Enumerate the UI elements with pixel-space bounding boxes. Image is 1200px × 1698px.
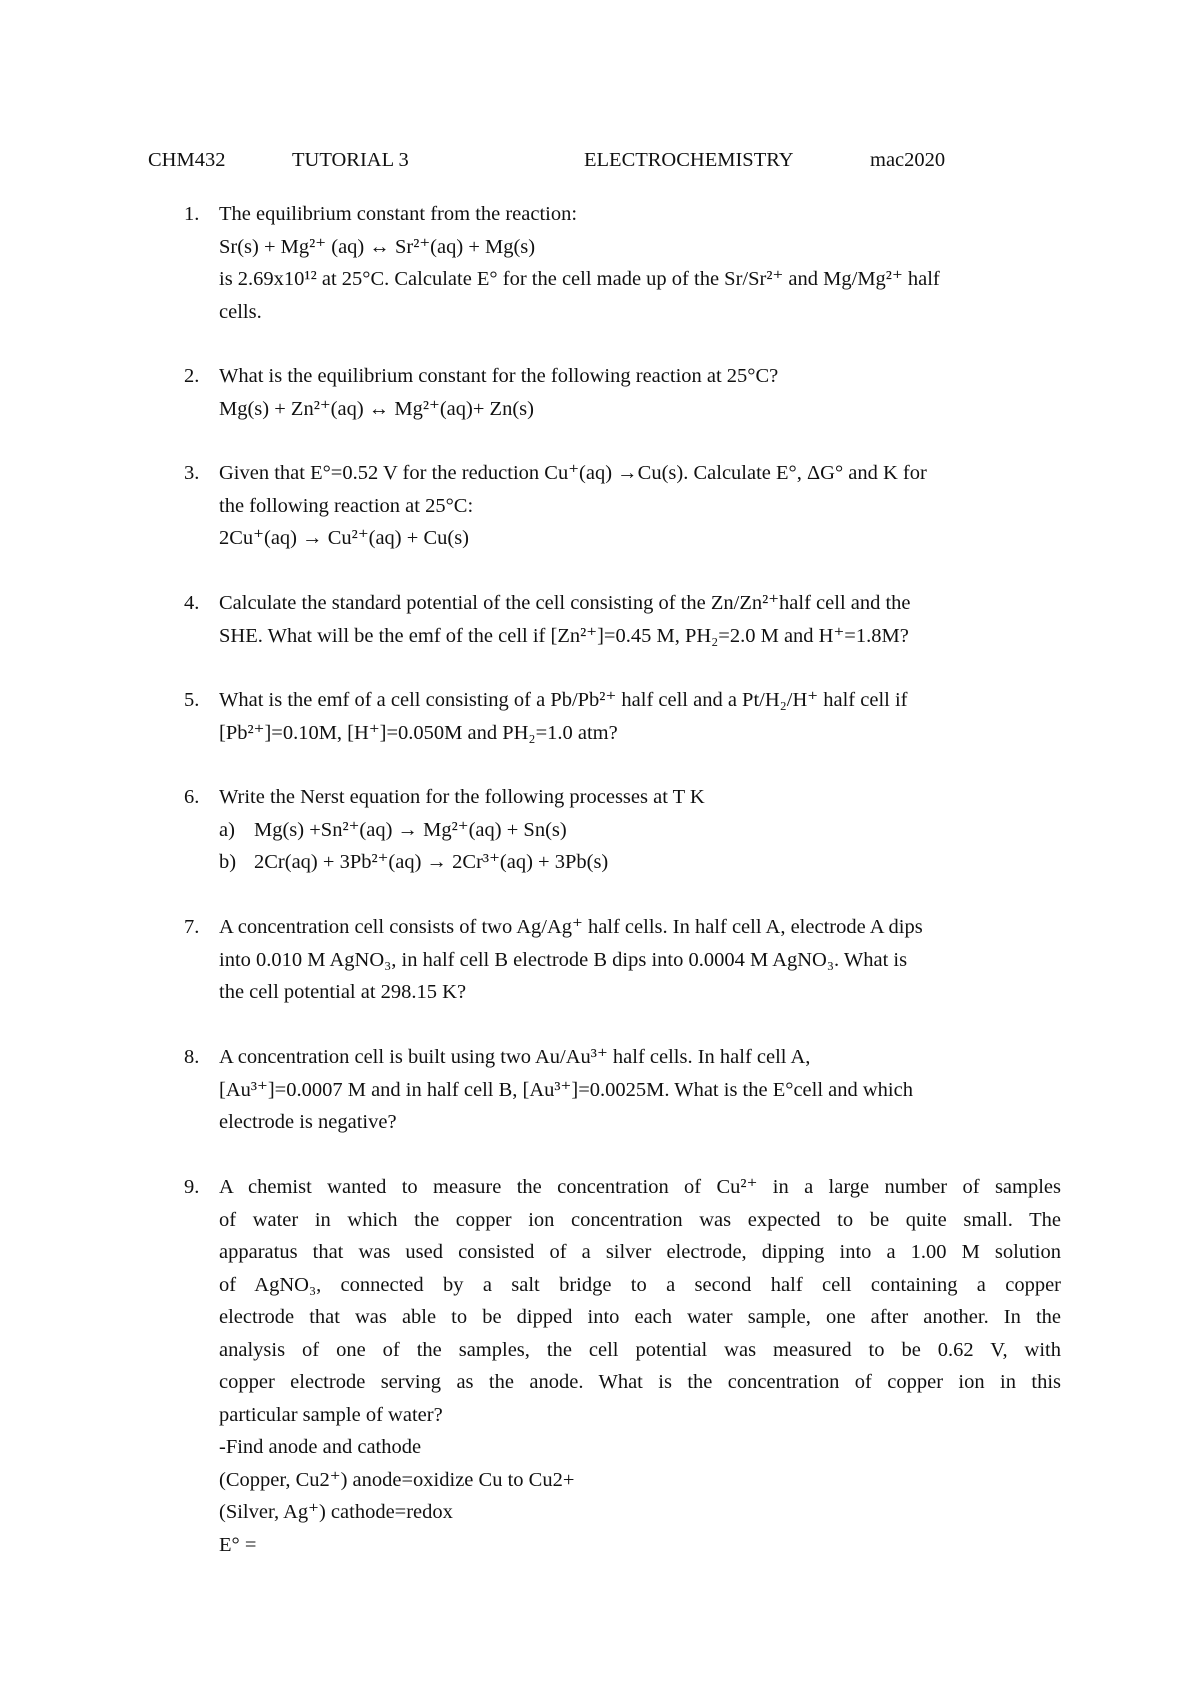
topic-title: ELECTROCHEMISTRY <box>584 149 794 171</box>
question-line: into 0.010 M AgNO₃, in half cell B electrode B dips into 0.0004 M AgNO₃. What is <box>219 948 908 971</box>
question-line: analysis of one of the samples, the cell potential was measured to be 0.62 V, with <box>219 1338 1061 1361</box>
question-line: of water in which the copper ion concentration was expected to be quite small. The <box>219 1208 1061 1231</box>
reaction-equation: Mg(s) +Sn²⁺(aq) → Mg²⁺(aq) + Sn(s) <box>254 818 567 841</box>
answer-note: E° = <box>219 1533 257 1556</box>
question-text <box>219 1041 1061 1139</box>
question-number: 2. <box>184 365 200 387</box>
question-line: of AgNO₃, connected by a salt bridge to a second half cell containing a copper <box>219 1273 1061 1296</box>
sub-question-label: b) <box>219 851 237 873</box>
sub-question-a <box>219 814 1061 847</box>
question-line: The equilibrium constant from the reaction: <box>219 203 578 225</box>
answer-note: -Find anode and cathode <box>219 1436 422 1458</box>
question-line: SHE. What will be the emf of the cell if [Zn²⁺]=0.45 M, PH₂=2.0 M and H⁺=1.8M? <box>219 624 909 647</box>
question-text <box>219 457 1061 555</box>
question-line: A chemist wanted to measure the concentration of Cu²⁺ in a large number of samples <box>219 1176 1061 1198</box>
question-line: copper electrode serving as the anode. What is the concentration of copper ion in this <box>219 1371 1061 1393</box>
question-text <box>219 1171 1061 1561</box>
course-code: CHM432 <box>148 149 226 171</box>
question-line: A concentration cell consists of two Ag/Ag⁺ half cells. In half cell A, electrode A dips <box>219 916 923 938</box>
question-line: Calculate the standard potential of the cell consisting of the Zn/Zn²⁺half cell and the <box>219 592 911 614</box>
answer-note: (Copper, Cu2⁺) anode=oxidize Cu to Cu2+ <box>219 1468 575 1491</box>
question-line: apparatus that was used consisted of a silver electrode, dipping into a 1.00 M solution <box>219 1241 1061 1263</box>
question-text <box>219 360 1061 425</box>
question-number: 1. <box>184 203 200 225</box>
question-text <box>219 684 1061 749</box>
question-text <box>219 198 1061 328</box>
reaction-equation: Sr(s) + Mg²⁺ (aq) ↔ Sr²⁺(aq) + Mg(s) <box>219 235 536 258</box>
question-text <box>219 781 1061 879</box>
question-number: 5. <box>184 689 200 711</box>
reaction-equation: Mg(s) + Zn²⁺(aq) ↔ Mg²⁺(aq)+ Zn(s) <box>219 397 534 420</box>
reaction-equation: 2Cr(aq) + 3Pb²⁺(aq) → 2Cr³⁺(aq) + 3Pb(s) <box>254 851 609 873</box>
question-line: [Pb²⁺]=0.10M, [H⁺]=0.050M and PH₂=1.0 atm? <box>219 721 618 744</box>
question-number: 7. <box>184 916 200 938</box>
question-text <box>219 911 1061 1009</box>
question-line: What is the equilibrium constant for the following reaction at 25°C? <box>219 365 779 387</box>
sub-question-b <box>219 846 1061 879</box>
question-line: What is the emf of a cell consisting of a Pb/Pb²⁺ half cell and a Pt/H₂/H⁺ half cell if <box>219 689 908 711</box>
question-number: 9. <box>184 1176 200 1198</box>
question-number: 4. <box>184 592 200 614</box>
session-label: mac2020 <box>870 149 946 171</box>
question-line: A concentration cell is built using two Au/Au³⁺ half cells. In half cell A, <box>219 1046 811 1068</box>
question-number: 8. <box>184 1046 200 1068</box>
question-line: Write the Nerst equation for the following processes at T K <box>219 786 705 808</box>
question-text <box>219 587 1061 652</box>
question-number: 6. <box>184 786 200 808</box>
question-line: the cell potential at 298.15 K? <box>219 981 467 1003</box>
question-line: electrode is negative? <box>219 1111 397 1133</box>
question-line: electrode that was able to be dipped into each water sample, one after another. In the <box>219 1306 1061 1328</box>
document-header <box>148 148 1048 178</box>
question-line: cells. <box>219 300 262 323</box>
sub-question-label: a) <box>219 818 235 841</box>
question-line: the following reaction at 25°C: <box>219 494 474 517</box>
question-line: is 2.69x10¹² at 25°C. Calculate E° for the cell made up of the Sr/Sr²⁺ and Mg/Mg²⁺ half <box>219 268 940 290</box>
question-line: Given that E°=0.52 V for the reduction Cu⁺(aq) →Cu(s). Calculate E°, ΔG° and K for <box>219 462 927 484</box>
question-line: [Au³⁺]=0.0007 M and in half cell B, [Au³⁺]=0.0025M. What is the E°cell and which <box>219 1078 913 1101</box>
tutorial-number: TUTORIAL 3 <box>292 149 409 171</box>
question-line: particular sample of water? <box>219 1403 443 1426</box>
answer-note: (Silver, Ag⁺) cathode=redox <box>219 1501 453 1523</box>
reaction-equation: 2Cu⁺(aq) → Cu²⁺(aq) + Cu(s) <box>219 527 470 549</box>
question-number: 3. <box>184 462 200 484</box>
